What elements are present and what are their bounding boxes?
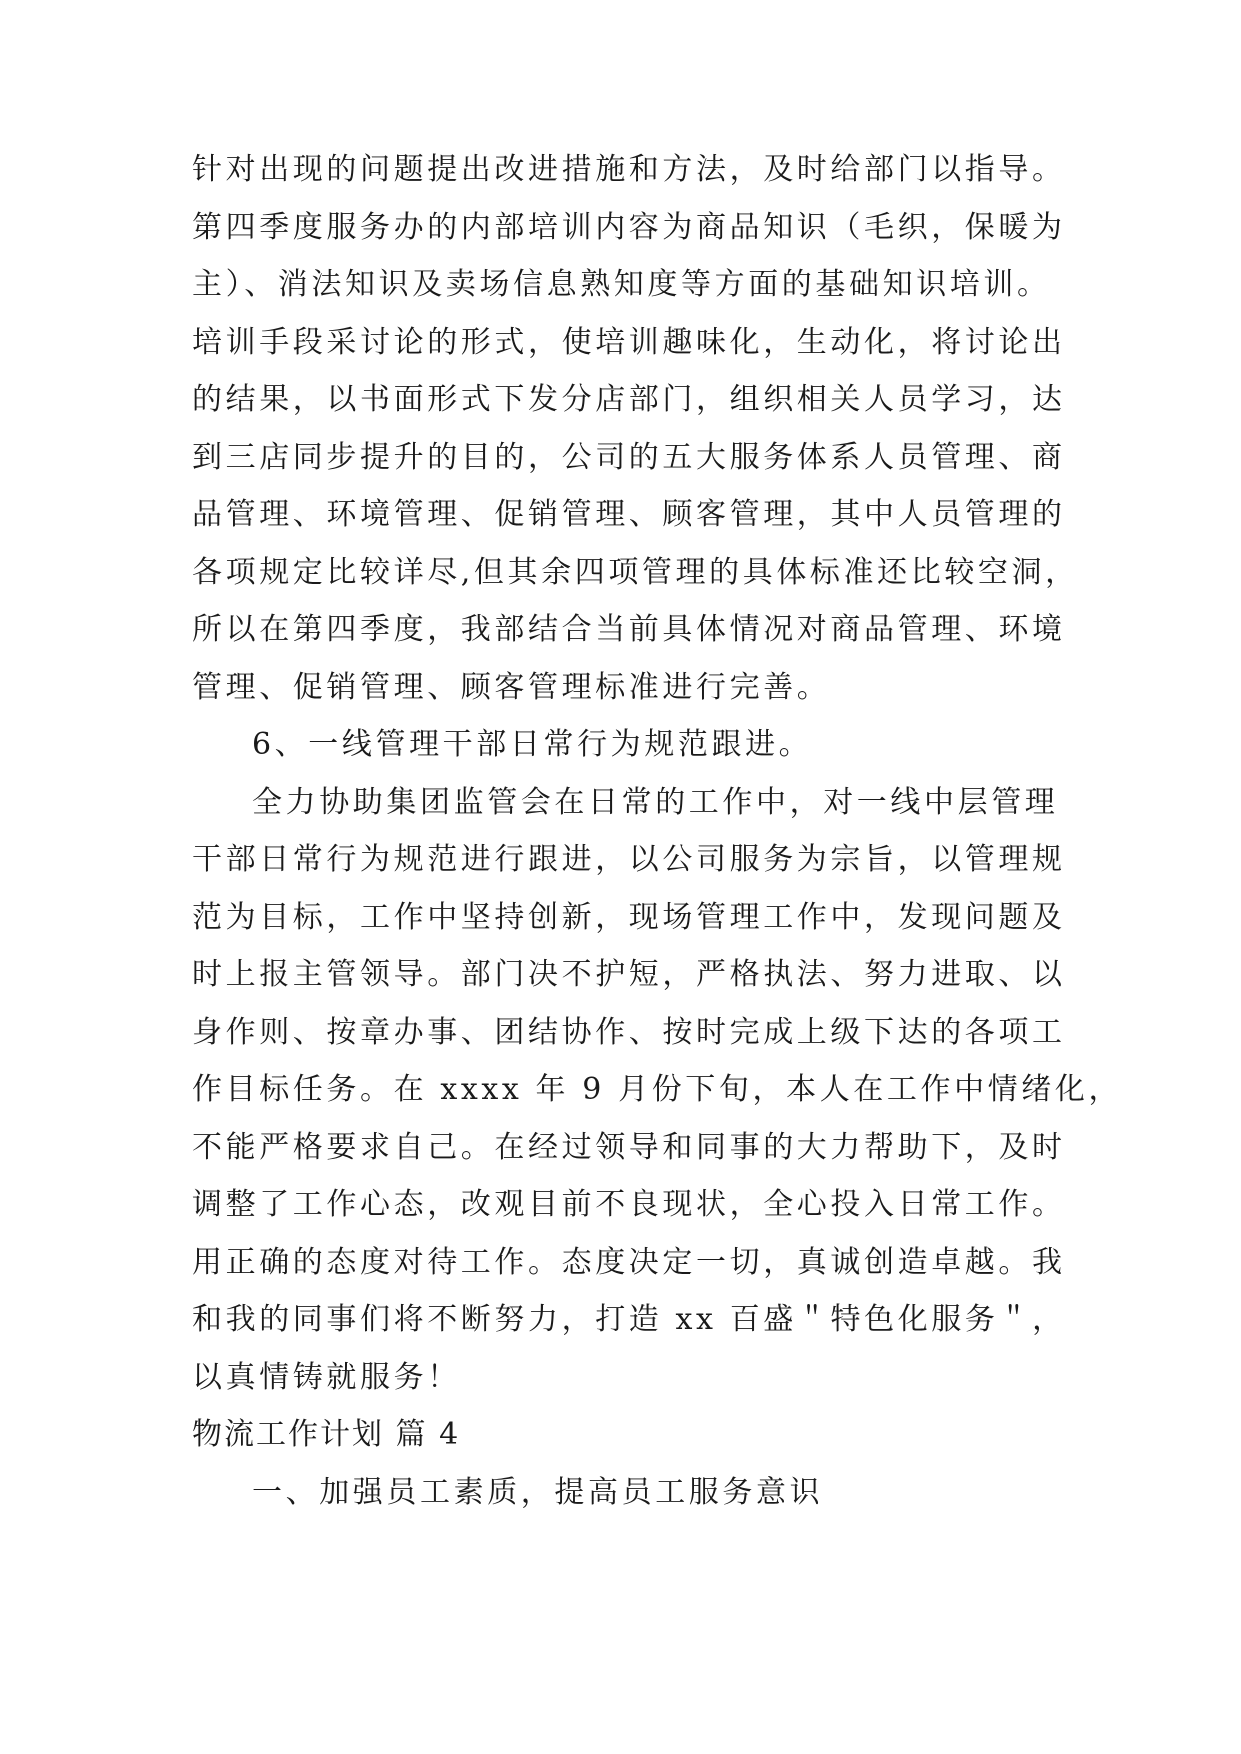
paragraph-line: 调整了工作心态，改观目前不良现状，全心投入日常工作。 — [192, 1187, 1066, 1222]
paragraph-line: 以真情铸就服务！ — [192, 1360, 461, 1395]
paragraph-line: 主）、消法知识及卖场信息熟知度等方面的基础知识培训。 — [192, 267, 1051, 302]
paragraph-line: 到三店同步提升的目的，公司的五大服务体系人员管理、商 — [192, 440, 1066, 475]
paragraph-line: 管理、促销管理、顾客管理标准进行完善。 — [192, 670, 831, 705]
paragraph-line: 培训手段采讨论的形式，使培训趣味化，生动化，将讨论出 — [192, 325, 1066, 360]
paragraph-line: 的结果，以书面形式下发分店部门，组织相关人员学习，达 — [192, 382, 1066, 417]
paragraph-line: 品管理、环境管理、促销管理、顾客管理，其中人员管理的 — [192, 497, 1066, 532]
document-title: 物流工作计划 篇 4 — [192, 1417, 461, 1452]
paragraph-line: 全力协助集团监管会在日常的工作中，对一线中层管理 — [252, 785, 1059, 820]
paragraph-line: 不能严格要求自己。在经过领导和同事的大力帮助下，及时 — [192, 1130, 1066, 1165]
paragraph-line: 和我的同事们将不断努力，打造 xx 百盛＂特色化服务＂， — [192, 1302, 1066, 1337]
paragraph-line: 各项规定比较详尽,但其余四项管理的具体标准还比较空洞， — [192, 555, 1079, 590]
paragraph-line: 所以在第四季度，我部结合当前具体情况对商品管理、环境 — [192, 612, 1066, 647]
paragraph-line: 身作则、按章办事、团结协作、按时完成上级下达的各项工 — [192, 1015, 1066, 1050]
paragraph-line: 第四季度服务办的内部培训内容为商品知识（毛织，保暖为 — [192, 210, 1066, 245]
paragraph-line: 范为目标，工作中坚持创新，现场管理工作中，发现问题及 — [192, 900, 1066, 935]
paragraph-line: 用正确的态度对待工作。态度决定一切，真诚创造卓越。我 — [192, 1245, 1066, 1280]
paragraph-line: 时上报主管领导。部门决不护短，严格执法、努力进取、以 — [192, 957, 1066, 992]
paragraph-line: 作目标任务。在 xxxx 年 9 月份下旬，本人在工作中情绪化， — [192, 1072, 1123, 1107]
section-heading: 一、加强员工素质，提高员工服务意识 — [252, 1475, 824, 1510]
paragraph-line: 干部日常行为规范进行跟进，以公司服务为宗旨，以管理规 — [192, 842, 1066, 877]
paragraph-line: 针对出现的问题提出改进措施和方法，及时给部门以指导。 — [192, 152, 1066, 187]
section-heading: 6、一线管理干部日常行为规范跟进。 — [252, 727, 813, 762]
